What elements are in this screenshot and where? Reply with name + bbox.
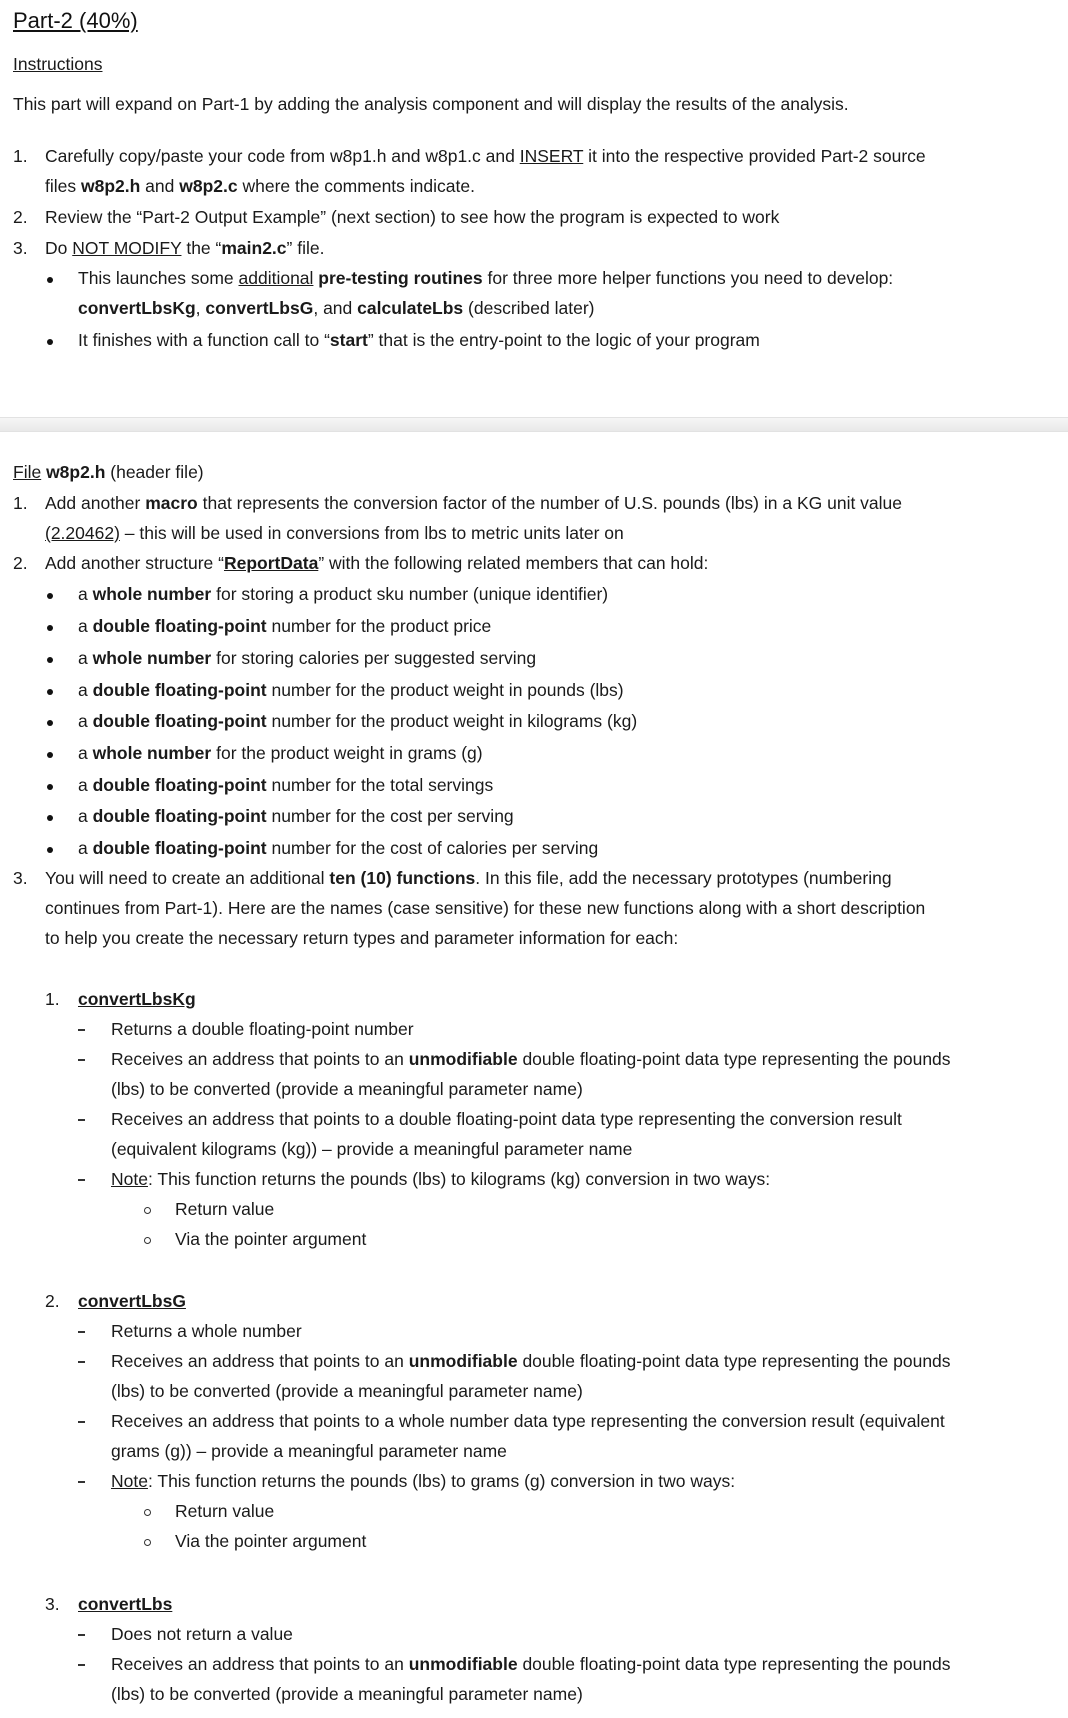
return-way: Via the pointer argument (175, 1531, 367, 1551)
step-2-text: Review the “Part-2 Output Example” (next section) to see how the program is expected to work (45, 207, 780, 227)
member-item: a double floating-point number for the product weight in pounds (lbs) (78, 680, 624, 700)
function-note: Note: This function returns the pounds (lbs) to kilograms (kg) conversion in two ways: (111, 1169, 771, 1189)
file-heading: File w8p2.h (header file) (13, 462, 204, 482)
bullet-icon (47, 339, 53, 345)
functions-item-line-1: You will need to create an additional ten (10) functions. In this file, add the necessary prototypes (numbering (45, 868, 892, 888)
function-param-1-line-2: (lbs) to be converted (provide a meaningful parameter name) (111, 1684, 583, 1704)
member-item: a double floating-point number for the total servings (78, 775, 494, 795)
bullet-icon (47, 720, 53, 726)
function-note: Note: This function returns the pounds (lbs) to grams (g) conversion in two ways: (111, 1471, 736, 1491)
dash-icon (78, 1179, 85, 1181)
function-returns: Returns a double floating-point number (111, 1019, 414, 1039)
macro-item-line-1: Add another macro that represents the conversion factor of the number of U.S. pounds (lbs) in a KG unit value (45, 493, 903, 513)
bullet-icon (47, 847, 53, 853)
return-way: Via the pointer argument (175, 1229, 367, 1249)
bullet-icon (47, 815, 53, 821)
function-param-2-line-2: grams (g)) – provide a meaningful parameter name (111, 1441, 507, 1461)
function-param-1-line-2: (lbs) to be converted (provide a meaningful parameter name) (111, 1079, 583, 1099)
struct-item: Add another structure “ReportData” with the following related members that can hold: (45, 553, 709, 573)
pretest-bullet-line-2: convertLbsKg, convertLbsG, and calculateLbs (described later) (78, 298, 595, 318)
member-item: a double floating-point number for the cost of calories per serving (78, 838, 599, 858)
function-param-2-line-1: Receives an address that points to a double floating-point data type representing the conversion result (111, 1109, 902, 1129)
function-param-1-line-2: (lbs) to be converted (provide a meaningful parameter name) (111, 1381, 583, 1401)
bullet-icon (47, 277, 53, 283)
dash-icon (78, 1361, 85, 1363)
member-item: a double floating-point number for the cost per serving (78, 806, 514, 826)
function-returns: Returns a whole number (111, 1321, 302, 1341)
dash-icon (78, 1059, 85, 1061)
dash-icon (78, 1421, 85, 1423)
member-item: a double floating-point number for the product weight in kilograms (kg) (78, 711, 638, 731)
function-number: 3. (45, 1594, 60, 1614)
step-number: 1. (13, 146, 28, 166)
member-item: a whole number for the product weight in grams (g) (78, 743, 483, 763)
item-number: 3. (13, 868, 28, 888)
dash-icon (78, 1029, 85, 1031)
circle-bullet-icon (144, 1539, 151, 1546)
insert-word: INSERT (519, 146, 584, 166)
functions-item-line-2: continues from Part-1). Here are the names (case sensitive) for these new functions along with a short description (45, 898, 926, 918)
bullet-icon (47, 689, 53, 695)
page-divider (0, 417, 1068, 432)
function-number: 2. (45, 1291, 60, 1311)
member-item: a whole number for storing calories per suggested serving (78, 648, 537, 668)
function-returns: Does not return a value (111, 1624, 293, 1644)
step-number: 3. (13, 238, 28, 258)
function-param-1-line-1: Receives an address that points to an unmodifiable double floating-point data type representing the pounds (111, 1049, 951, 1069)
function-number: 1. (45, 989, 60, 1009)
dash-icon (78, 1664, 85, 1666)
function-name-convertlbsg: convertLbsG (78, 1291, 186, 1311)
bullet-icon (47, 625, 53, 631)
function-param-2-line-1: Receives an address that points to a whole number data type representing the conversion result (equivalent (111, 1411, 945, 1431)
member-item: a double floating-point number for the product price (78, 616, 492, 636)
instructions-heading: Instructions (13, 54, 103, 74)
item-number: 1. (13, 493, 28, 513)
step-1-line-1: Carefully copy/paste your code from w8p1.h and w8p1.c and INSERT it into the respective provided Part-2 source (45, 146, 926, 166)
dash-icon (78, 1331, 85, 1333)
dash-icon (78, 1119, 85, 1121)
item-number: 2. (13, 553, 28, 573)
return-way: Return value (175, 1501, 275, 1521)
circle-bullet-icon (144, 1237, 151, 1244)
macro-item-line-2: (2.20462) – this will be used in conversions from lbs to metric units later on (45, 523, 624, 543)
dash-icon (78, 1634, 85, 1636)
bullet-icon (47, 784, 53, 790)
function-name-convertlbs: convertLbs (78, 1594, 173, 1614)
function-param-1-line-1: Receives an address that points to an unmodifiable double floating-point data type representing the pounds (111, 1654, 951, 1674)
return-way: Return value (175, 1199, 275, 1219)
page-title: Part-2 (40%) (13, 8, 138, 33)
function-param-1-line-1: Receives an address that points to an unmodifiable double floating-point data type representing the pounds (111, 1351, 951, 1371)
function-param-2-line-2: (equivalent kilograms (kg)) – provide a meaningful parameter name (111, 1139, 633, 1159)
bullet-icon (47, 657, 53, 663)
instructions-intro: This part will expand on Part-1 by adding the analysis component and will display the results of the analysis. (13, 94, 849, 114)
circle-bullet-icon (144, 1207, 151, 1214)
bullet-icon (47, 752, 53, 758)
pretest-bullet-line-1: This launches some additional pre-testing routines for three more helper functions you need to develop: (78, 268, 894, 288)
circle-bullet-icon (144, 1509, 151, 1516)
functions-item-line-3: to help you create the necessary return types and parameter information for each: (45, 928, 679, 948)
step-3-text: Do NOT MODIFY the “main2.c” file. (45, 238, 325, 258)
function-name-convertlbskg: convertLbsKg (78, 989, 196, 1009)
start-bullet: It finishes with a function call to “start” that is the entry-point to the logic of your program (78, 330, 760, 350)
dash-icon (78, 1481, 85, 1483)
bullet-icon (47, 593, 53, 599)
step-number: 2. (13, 207, 28, 227)
member-item: a whole number for storing a product sku number (unique identifier) (78, 584, 609, 604)
step-1-line-2: files w8p2.h and w8p2.c where the comments indicate. (45, 176, 475, 196)
